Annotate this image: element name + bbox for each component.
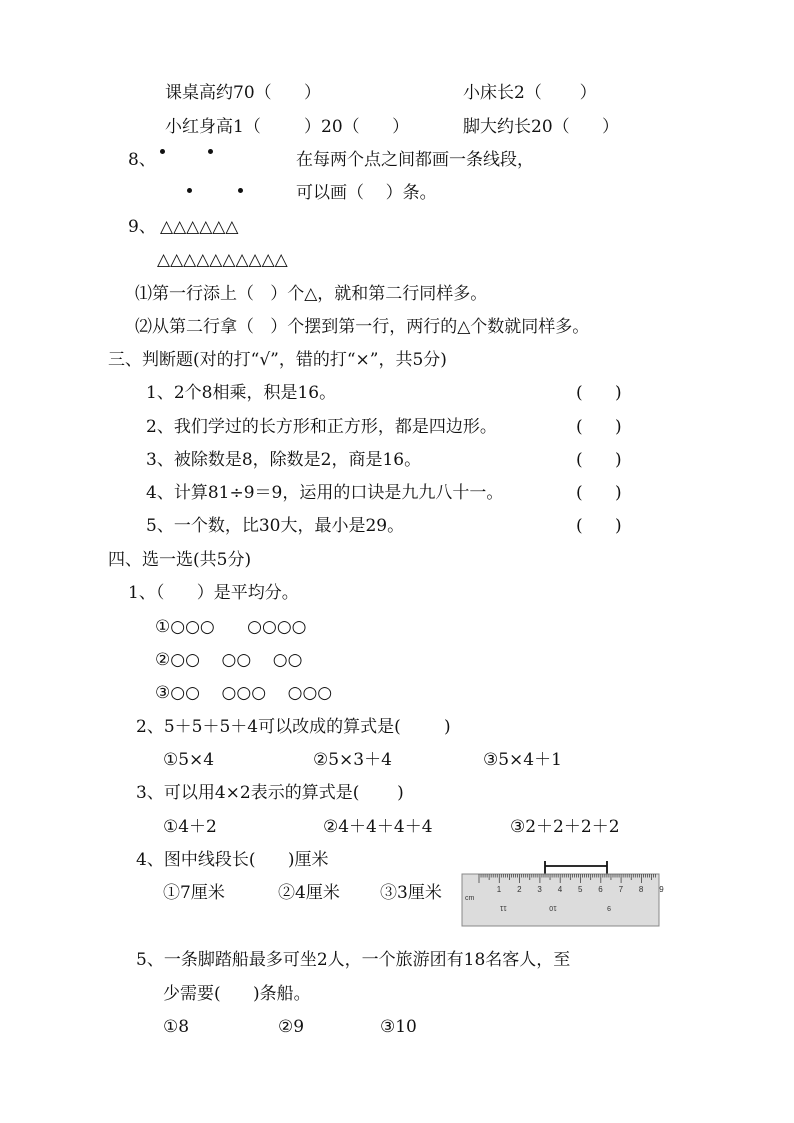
choice-q3-stem: 3、可以用4×2表示的算式是( ) [136,783,404,803]
q9-triangle-row1: △△△△△△ [160,217,239,237]
q7-item-desk: 课桌高约70（ ） [165,83,322,103]
choice-q2-stem: 2、5＋5＋5＋4可以改成的算式是( ) [136,717,451,737]
q7-item-foot: 脚大约长20（ ） [463,117,620,137]
choice-q1-option1: ①○○○ ○○○○ [155,617,307,637]
judge-item: 4、计算81÷9＝9，运用的口诀是九九八十一。 [146,483,504,503]
ruler-number: 9 [659,885,664,894]
judge-answer-bracket: ( ) [576,450,622,470]
ruler-number: 2 [517,885,522,894]
judge-answer-bracket: ( ) [576,383,622,403]
q7-item-bed: 小床长2（ ） [463,83,597,103]
choice-q1-option3: ③○○ ○○○ ○○○ [155,683,333,703]
ruler-number: 8 [638,885,644,894]
judge-item: 5、一个数，比30大，最小是29。 [146,516,405,536]
judge-item: 2、我们学过的长方形和正方形，都是四边形。 [146,417,497,437]
choice-q5-option2: ②9 [278,1017,305,1037]
q8-point [160,149,165,154]
judge-item: 3、被除数是8，除数是2，商是16。 [146,450,422,470]
choice-q4-option3: ③3厘米 [380,883,442,903]
choice-q1-stem: 1、（ ）是平均分。 [128,583,299,603]
q8-point [208,149,213,154]
ruler-bottom-number: 10 [549,904,557,911]
ruler-number: 7 [618,885,624,894]
choice-q4-option2: ②4厘米 [278,883,340,903]
section3-title: 三、判断题(对的打“√”，错的打“×”，共5分) [108,350,447,370]
q8-line1: 在每两个点之间都画一条线段， [296,150,534,170]
ruler-illustration [461,860,664,930]
judge-answer-bracket: ( ) [576,417,622,437]
choice-q3-option3: ③2＋2＋2＋2 [510,817,620,837]
choice-q5-stem-line2: 少需要( )条船。 [163,984,311,1004]
choice-q3-option1: ①4＋2 [163,817,217,837]
choice-q3-option2: ②4＋4＋4＋4 [323,817,433,837]
choice-q5-stem-line1: 5、一条脚踏船最多可坐2人，一个旅游团有18名客人，至 [136,950,571,970]
choice-q2-option2: ②5×3＋4 [313,750,392,770]
q8-point [238,188,243,193]
section4-title: 四、选一选(共5分) [108,550,252,570]
ruler-number: 4 [557,885,563,894]
ruler-number: 3 [537,885,542,894]
choice-q5-option1: ①8 [163,1017,190,1037]
q8-number: 8、 [128,150,156,170]
choice-q4-option1: ①7厘米 [163,883,225,903]
q7-item-height: 小红身高1（ ）20（ ） [165,117,410,137]
ruler-bottom-number: 9 [607,904,611,911]
ruler-unit-label: cm [465,895,475,902]
q8-line2: 可以画（ ）条。 [296,183,437,203]
ruler-number: 6 [598,885,603,894]
choice-q4-stem: 4、图中线段长( )厘米 [136,850,329,870]
choice-q5-option3: ③10 [380,1017,417,1037]
judge-item: 1、2个8相乘，积是16。 [146,383,337,403]
ruler-number: 1 [496,885,502,894]
measured-segment [545,861,607,874]
q8-point [187,188,192,193]
judge-answer-bracket: ( ) [576,483,622,503]
choice-q2-option3: ③5×4＋1 [483,750,562,770]
q9-triangle-row2: △△△△△△△△△△ [157,250,288,270]
choice-q1-option2: ②○○ ○○ ○○ [155,650,303,670]
q9-sub2: ⑵从第二行拿（ ）个摆到第一行，两行的△个数就同样多。 [135,317,590,337]
q9-sub1: ⑴第一行添上（ ）个△，就和第二行同样多。 [135,284,488,304]
judge-answer-bracket: ( ) [576,516,622,536]
ruler-bottom-number: 11 [499,904,507,911]
q9-number: 9、 [128,217,156,237]
ruler-number: 5 [578,885,583,894]
choice-q2-option1: ①5×4 [163,750,215,770]
